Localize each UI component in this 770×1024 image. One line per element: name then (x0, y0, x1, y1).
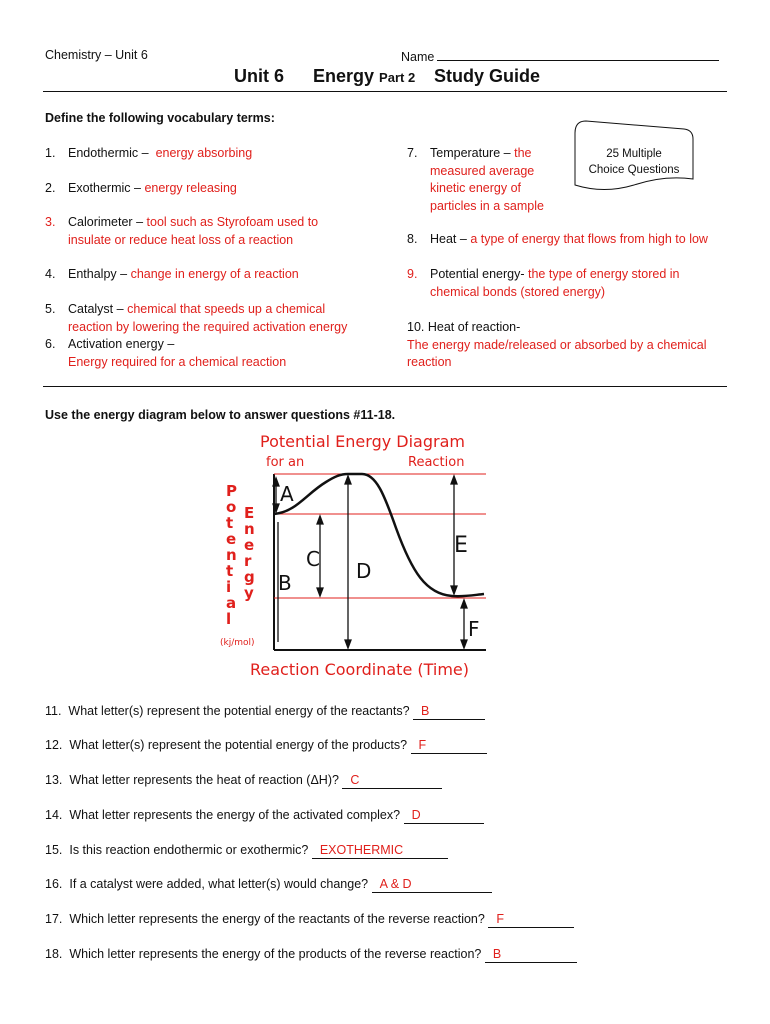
vocab-instruction: Define the following vocabulary terms: (45, 111, 275, 125)
item-term: Heat – (430, 232, 467, 246)
question-15 (45, 843, 448, 859)
svg-text:E: E (244, 504, 255, 522)
question-18 (45, 947, 577, 963)
item-num: 3. (45, 215, 56, 229)
item-def-cont: Energy required for a chemical reaction (68, 354, 287, 369)
item-def-cont: particles in a sample (430, 198, 544, 213)
label-b: B (278, 571, 292, 595)
question-14 (45, 808, 484, 824)
item-def: chemical that speeds up a chemical (127, 302, 326, 316)
title-unit: Unit 6 (234, 66, 285, 86)
question-12 (45, 738, 487, 754)
question-17 (45, 912, 574, 928)
vocab-item-8 (407, 231, 737, 249)
item-term: Heat of reaction- (427, 320, 521, 334)
item-term: Temperature – (430, 146, 511, 160)
item-term: Activation energy – (68, 337, 175, 351)
label-c: C (306, 547, 320, 571)
vocab-item-3 (45, 214, 390, 249)
vocab-item-5 (45, 301, 395, 336)
svg-text:n: n (226, 546, 237, 564)
ylabel-potential (226, 482, 237, 628)
svg-text:r: r (244, 552, 252, 570)
label-d: D (356, 559, 372, 583)
units-label: (kj/mol) (220, 638, 255, 648)
q-text: Is this reaction endothermic or exothermic? (69, 843, 309, 857)
banner-line-1: 25 Multiple (606, 148, 662, 160)
item-term: Catalyst – (68, 302, 124, 316)
answer-field[interactable]: B (485, 947, 577, 963)
answer-field[interactable]: A & D (372, 877, 492, 893)
q-text: What letter represents the heat of reaction (ΔH)? (69, 773, 339, 787)
banner-text (574, 146, 694, 178)
vocab-item-7 (407, 145, 567, 215)
svg-text:e: e (244, 536, 255, 554)
x-axis-label: Reaction Coordinate (Time) (250, 660, 470, 679)
item-term: Endothermic – (68, 146, 149, 160)
title-study-guide: Study Guide (434, 66, 541, 86)
label-a: A (280, 482, 294, 506)
item-def: tool such as Styrofoam used to (146, 215, 319, 229)
vocab-item-2 (45, 180, 385, 198)
answer-field[interactable]: B (413, 704, 485, 720)
q-text: Which letter represents the energy of the products of the reverse reaction? (69, 947, 482, 961)
svg-text:n: n (244, 520, 255, 538)
vocab-item-6 (45, 336, 385, 371)
title-energy: Energy (313, 66, 375, 86)
banner-line-2: Choice Questions (588, 164, 680, 176)
q-num: 12. (45, 738, 63, 752)
item-def: energy releasing (144, 181, 237, 195)
item-num: 9. (407, 267, 418, 281)
item-def: the type of energy stored in (528, 267, 680, 281)
item-def: energy absorbing (155, 146, 253, 160)
item-num: 1. (45, 146, 56, 160)
answer-field[interactable]: F (411, 738, 487, 754)
item-def: change in energy of a reaction (130, 267, 299, 281)
name-line[interactable] (437, 48, 719, 61)
answer-field[interactable]: F (488, 912, 574, 928)
item-term: Exothermic – (68, 181, 141, 195)
q-num: 15. (45, 843, 63, 857)
title-part: Part 2 (379, 70, 416, 85)
name-label: Name (401, 50, 435, 64)
question-16 (45, 877, 492, 893)
item-def-cont: The energy made/released or absorbed by a chemical (407, 337, 707, 352)
item-def-cont: chemical bonds (stored energy) (430, 284, 606, 299)
item-def-cont: measured average (430, 163, 535, 178)
q-num: 11. (45, 704, 62, 718)
svg-text:g: g (244, 568, 255, 586)
item-term: Calorimeter – (68, 215, 144, 229)
item-num: 8. (407, 232, 418, 246)
item-num: 6. (45, 337, 56, 351)
q-num: 16. (45, 877, 63, 891)
svg-text:i: i (226, 578, 232, 596)
item-def-cont: insulate or reduce heat loss of a reaction (68, 232, 294, 247)
svg-text:a: a (226, 594, 237, 612)
svg-text:t: t (226, 562, 234, 580)
q-text: What letter represents the energy of the activated complex? (69, 808, 401, 822)
item-def-cont: kinetic energy of (430, 181, 522, 195)
item-num: 7. (407, 146, 418, 160)
diagram-subtitle-right: Reaction (408, 455, 465, 470)
question-11 (45, 704, 485, 720)
q-num: 13. (45, 773, 63, 787)
course-label: Chemistry – Unit 6 (45, 48, 148, 62)
vocab-item-1 (45, 145, 385, 163)
header-rule (43, 91, 727, 92)
svg-text:e: e (226, 530, 237, 548)
q-num: 14. (45, 808, 63, 822)
label-e: E (454, 533, 468, 558)
svg-text:P: P (226, 482, 237, 500)
title-energy-part (313, 66, 415, 87)
item-num: 5. (45, 302, 56, 316)
answer-field[interactable]: EXOTHERMIC (312, 843, 448, 859)
svg-text:y: y (244, 584, 254, 602)
item-num: 4. (45, 267, 56, 281)
svg-text:o: o (226, 498, 237, 516)
q-text: What letter(s) represent the potential energy of the reactants? (68, 704, 410, 718)
item-def-cont: reaction by lowering the required activation energy (68, 319, 348, 334)
item-term: Enthalpy – (68, 267, 128, 281)
ylabel-energy (244, 504, 255, 602)
q-text: If a catalyst were added, what letter(s) would change? (69, 877, 369, 891)
vocab-item-4 (45, 266, 385, 284)
section-rule (43, 386, 727, 387)
diagram-instruction: Use the energy diagram below to answer questions #11-18. (45, 408, 396, 422)
question-13 (45, 773, 442, 789)
diagram-subtitle-left: for an (266, 455, 305, 470)
item-term: Potential energy- (430, 267, 525, 281)
item-def: the (514, 146, 532, 160)
name-field[interactable] (401, 48, 719, 64)
label-f: F (468, 617, 480, 641)
item-num: 2. (45, 181, 56, 195)
q-text: Which letter represents the energy of the reactants of the reverse reaction? (69, 912, 485, 926)
potential-energy-diagram (216, 428, 496, 682)
answer-field[interactable]: C (342, 773, 442, 789)
energy-curve (274, 474, 484, 596)
item-num: 10. (407, 320, 425, 334)
item-def: a type of energy that flows from high to low (470, 232, 708, 246)
q-text: What letter(s) represent the potential energy of the products? (69, 738, 408, 752)
svg-text:l: l (226, 610, 232, 628)
item-def-cont: reaction (407, 355, 452, 369)
vocab-item-10 (407, 319, 737, 372)
diagram-title: Potential Energy Diagram (260, 432, 465, 451)
q-num: 17. (45, 912, 63, 926)
q-num: 18. (45, 947, 63, 961)
vocab-item-9 (407, 266, 727, 301)
svg-text:t: t (226, 514, 234, 532)
answer-field[interactable]: D (404, 808, 484, 824)
